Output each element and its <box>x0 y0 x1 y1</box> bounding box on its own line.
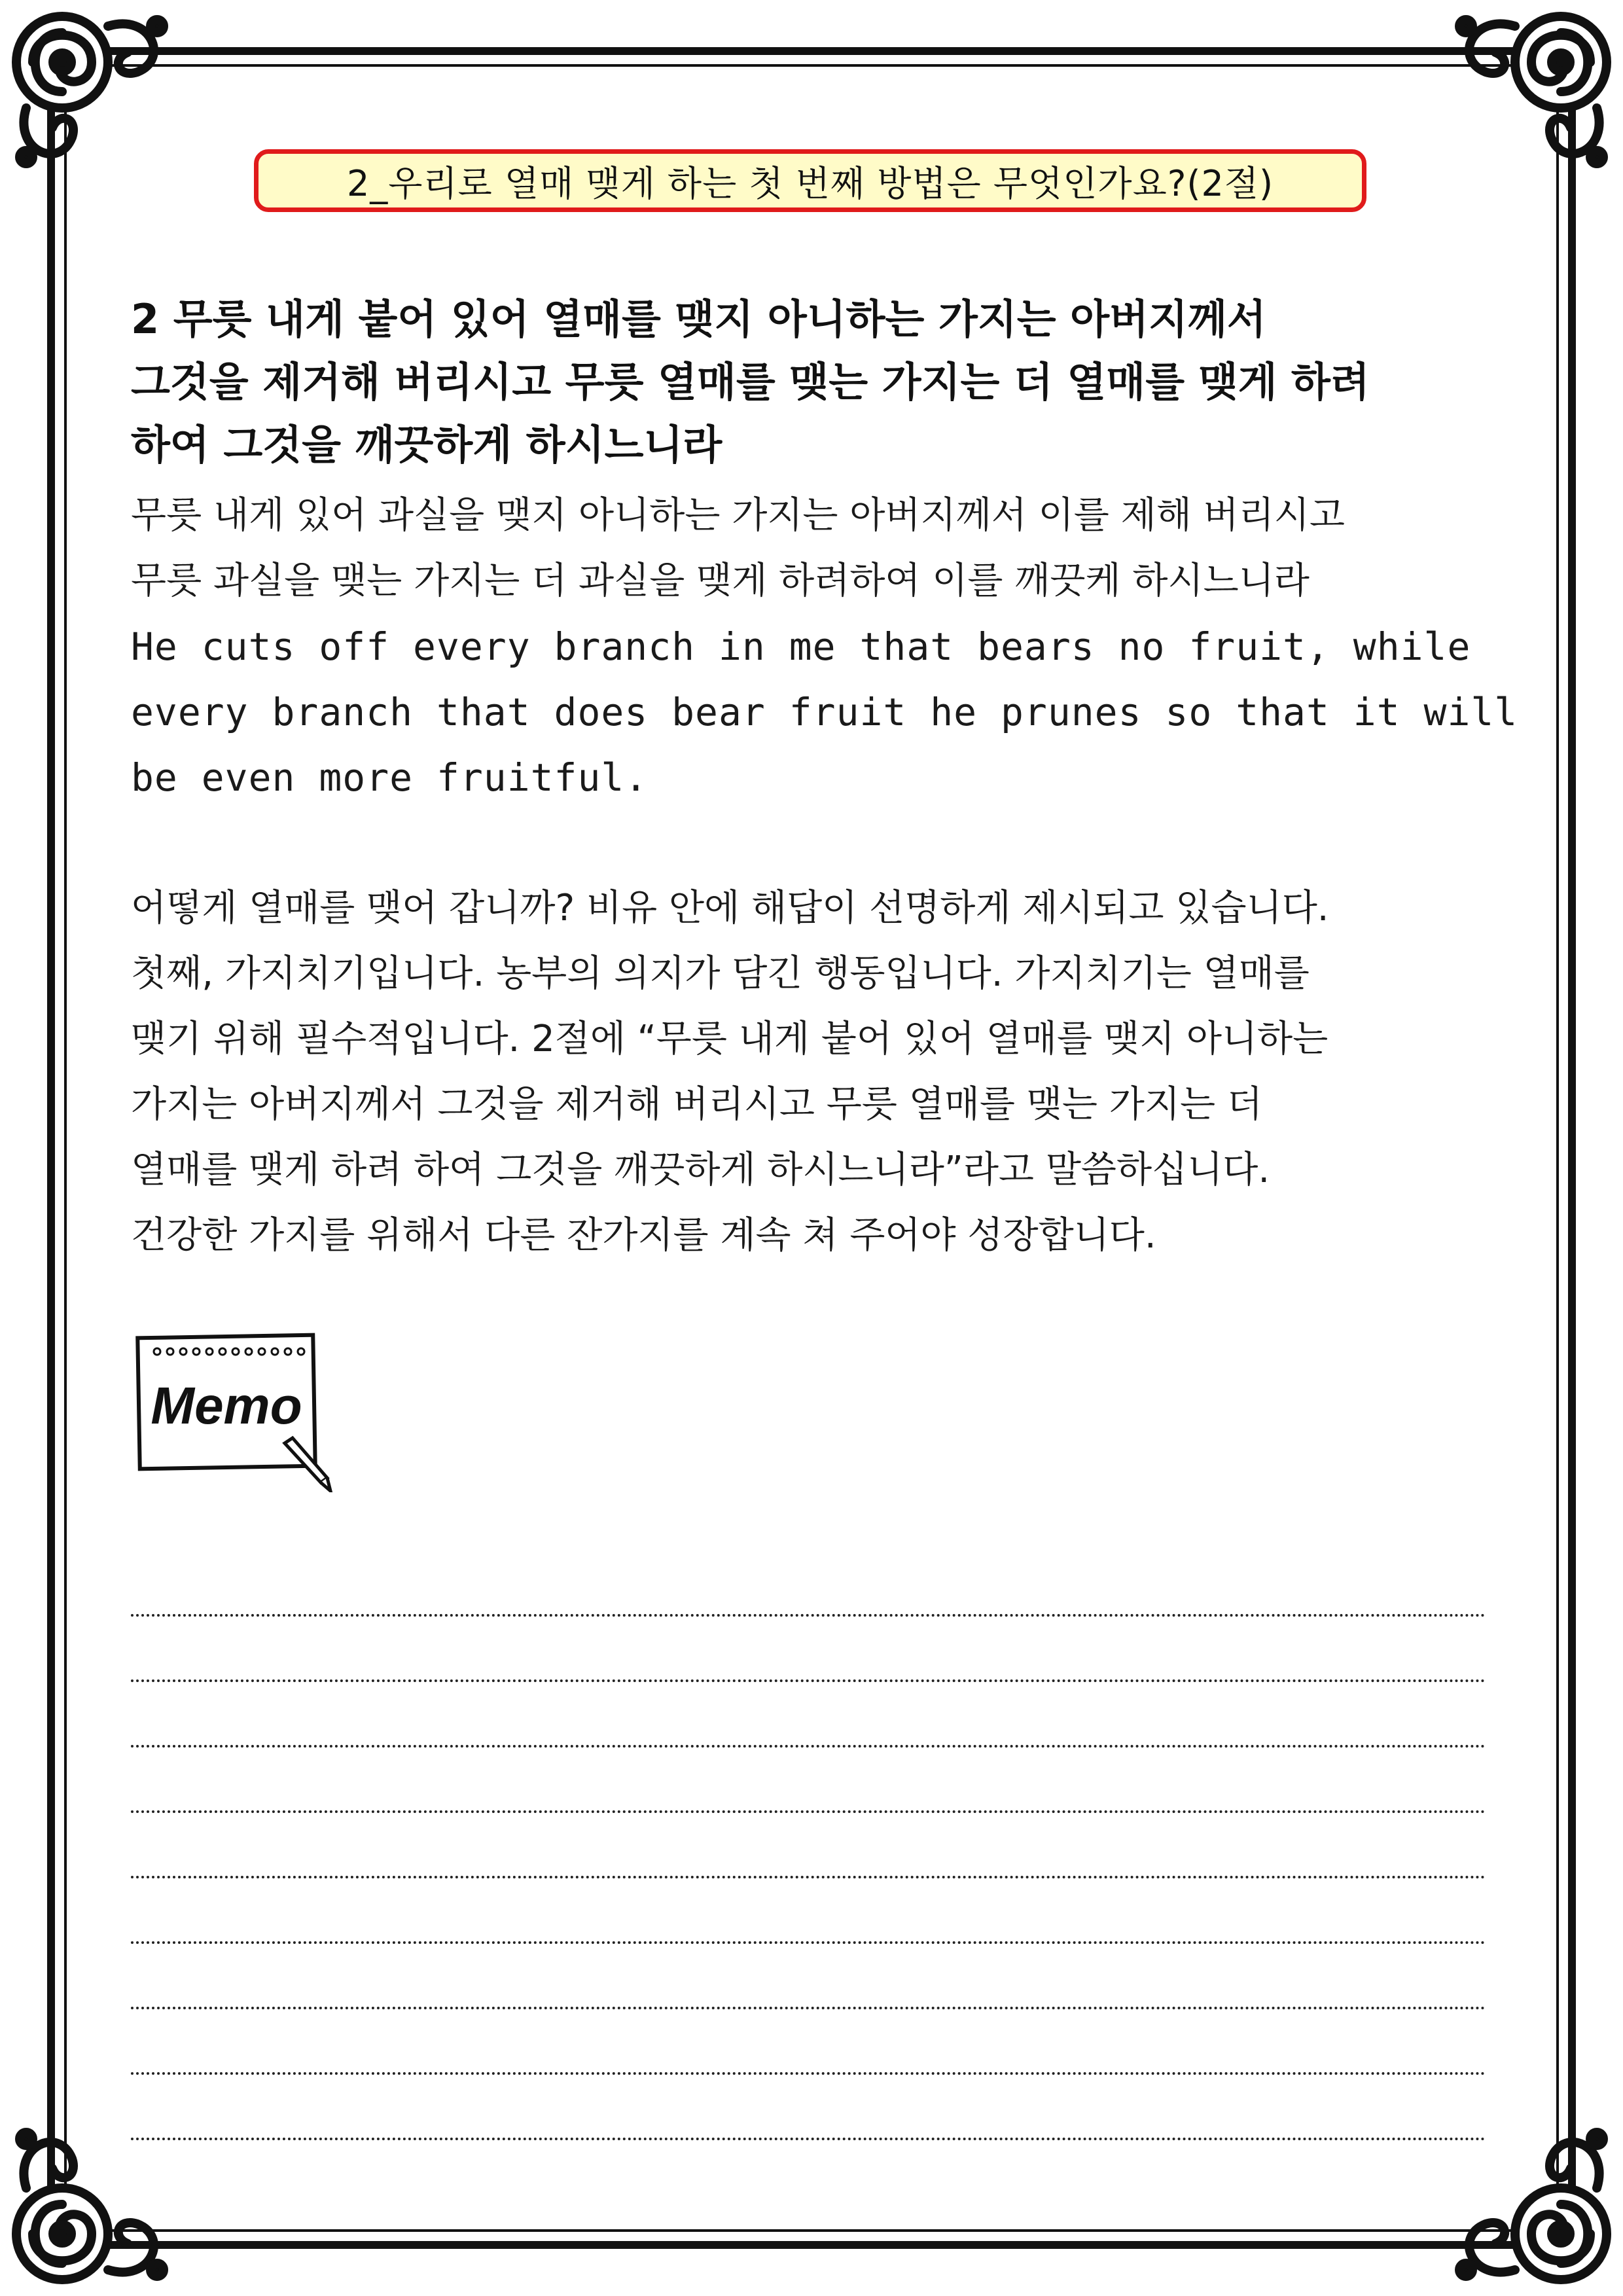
verse-en-line: every branch that does bear fruit he prunes so that it will <box>131 690 1518 734</box>
memo-writing-line <box>131 1878 1486 1944</box>
verse-en-line: He cuts off every branch in me that bears no fruit, while <box>131 624 1471 669</box>
verse-bold-line: 하여 그것을 깨끗하게 하시느니라 <box>131 421 722 469</box>
memo-lines <box>131 1551 1486 2140</box>
memo-label: Memo <box>151 1376 302 1435</box>
verse-bold-line: 2 무릇 내게 붙어 있어 열매를 맺지 아니하는 가지는 아버지께서 <box>131 295 1266 343</box>
commentary-line: 맺기 위해 필수적입니다. 2절에 “무릇 내게 붙어 있어 열매를 맺지 아니하는 <box>131 1018 1329 1060</box>
commentary-line: 첫째, 가지치기입니다. 농부의 의지가 담긴 행동입니다. 가지치기는 열매를 <box>131 952 1310 995</box>
question-text: 2_우리로 열매 맺게 하는 첫 번째 방법은 무엇인가요?(2절) <box>346 162 1274 204</box>
memo-writing-line <box>131 2075 1486 2140</box>
verse-korean-bold <box>131 288 1518 476</box>
verse-en-line: be even more fruitful. <box>131 755 649 800</box>
verse-english <box>131 614 1518 810</box>
question-heading <box>254 149 1366 212</box>
verse-alt-line: 무릇 과실을 맺는 가지는 더 과실을 맺게 하려하여 이를 깨끗케 하시느니라 <box>131 560 1310 602</box>
commentary-line: 건강한 가지를 위해서 다른 잔가지를 계속 쳐 주어야 성장합니다. <box>131 1214 1156 1257</box>
memo-writing-line <box>131 1682 1486 1748</box>
commentary-line: 어떻게 열매를 맺어 갑니까? 비유 안에 해답이 선명하게 제시되고 있습니다. <box>131 887 1329 929</box>
verse-bold-line: 그것을 제거해 버리시고 무릇 열매를 맺는 가지는 더 열매를 맺게 하려 <box>131 358 1370 406</box>
memo-writing-line <box>131 1551 1486 1617</box>
memo-writing-line <box>131 1748 1486 1813</box>
memo-writing-line <box>131 2009 1486 2075</box>
memo-writing-line <box>131 1944 1486 2009</box>
commentary <box>131 876 1518 1268</box>
verse-alt-line: 무릇 내게 있어 과실을 맺지 아니하는 가지는 아버지께서 이를 제해 버리시고 <box>131 494 1345 537</box>
corner-ornament-icon <box>16 16 164 164</box>
memo-writing-line <box>131 1813 1486 1878</box>
commentary-line: 가지는 아버지께서 그것을 제거해 버리시고 무릇 열매를 맺는 가지는 더 <box>131 1083 1262 1126</box>
memo-writing-line <box>131 1617 1486 1682</box>
verse-korean-alt <box>131 483 1518 614</box>
memo-notepad-icon <box>131 1329 334 1492</box>
commentary-line: 열매를 맺게 하려 하여 그것을 깨끗하게 하시느니라”라고 말씀하십니다. <box>131 1149 1270 1191</box>
